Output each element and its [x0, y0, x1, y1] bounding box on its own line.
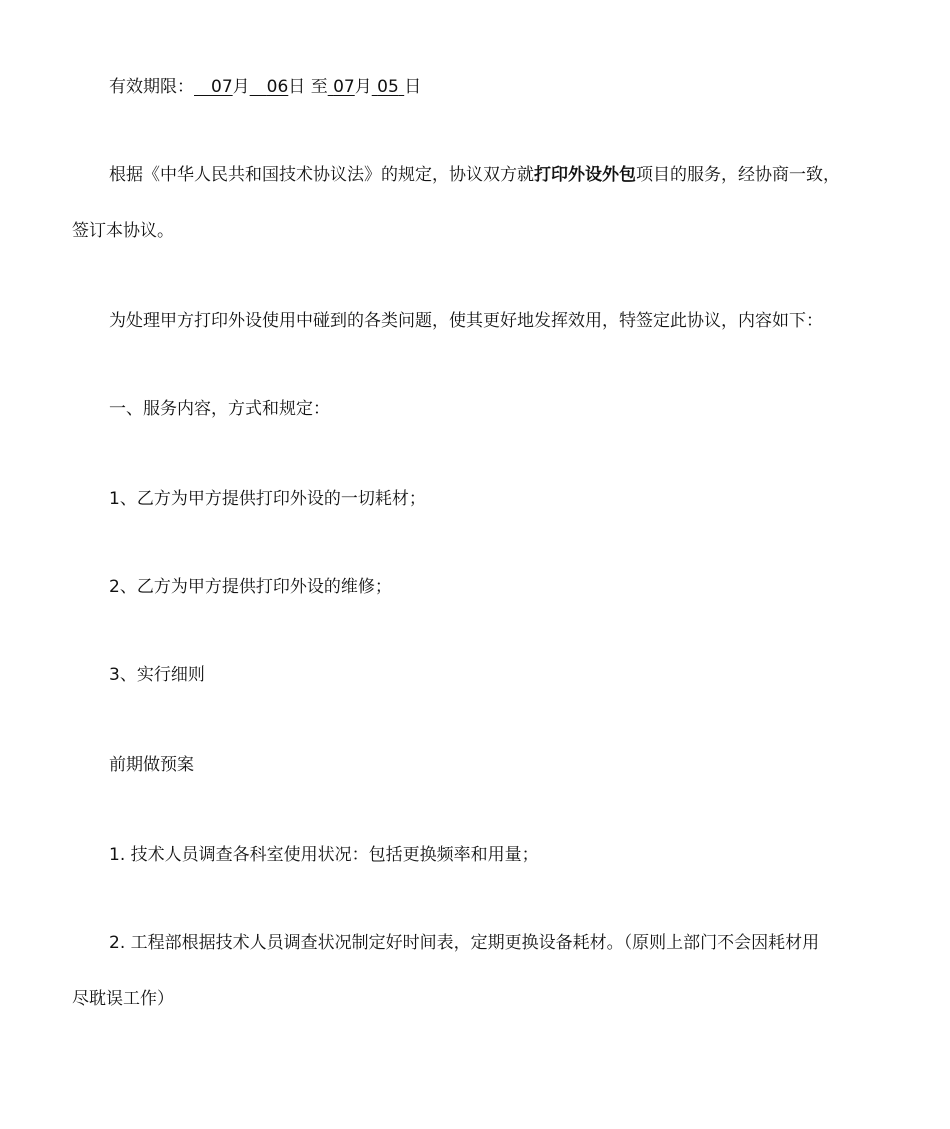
- day-char-end: 日: [404, 77, 422, 97]
- validity-month-end: 07: [333, 77, 355, 97]
- intro-paragraph-line1: [109, 165, 840, 185]
- project-name: 打印外设外包: [534, 165, 636, 185]
- purpose-paragraph: 为处理甲方打印外设使用中碰到的各类问题，使其更好地发挥效用，特签定此协议，内容如下：: [109, 311, 823, 331]
- list-item: 2、乙方为甲方提供打印外设的维修；: [109, 577, 392, 597]
- list-item: 1、乙方为甲方提供打印外设的一切耗材；: [109, 489, 426, 509]
- validity-day-end: 05: [377, 77, 399, 97]
- day-char-start: 日: [288, 77, 306, 97]
- section-heading: 一、服务内容，方式和规定：: [109, 399, 330, 419]
- step-1: 1. 技术人员调查各科室使用状况：包括更换频率和用量；: [109, 845, 539, 865]
- month-char-start: 月: [232, 77, 250, 97]
- list-item: 3、实行细则: [109, 665, 205, 685]
- intro-paragraph-line2: 签订本协议。: [72, 221, 174, 241]
- intro-text-part1: 根据《中华人民共和国技术协议法》的规定，协议双方就: [109, 165, 534, 185]
- month-char-end: 月: [354, 77, 372, 97]
- intro-text-part2: 项目的服务，经协商一致，: [636, 165, 840, 185]
- step-2-line2: 尽耽误工作）: [72, 989, 174, 1009]
- validity-label: 有效期限：: [109, 77, 194, 97]
- subheading: 前期做预案: [109, 755, 194, 775]
- validity-line: [109, 77, 421, 97]
- validity-month-start: 07: [211, 77, 233, 97]
- validity-day-start: 06: [266, 77, 289, 97]
- validity-to: 至: [310, 77, 328, 97]
- step-2-line1: 2. 工程部根据技术人员调查状况制定好时间表，定期更换设备耗材。（原则上部门不会因耗材用: [109, 933, 820, 953]
